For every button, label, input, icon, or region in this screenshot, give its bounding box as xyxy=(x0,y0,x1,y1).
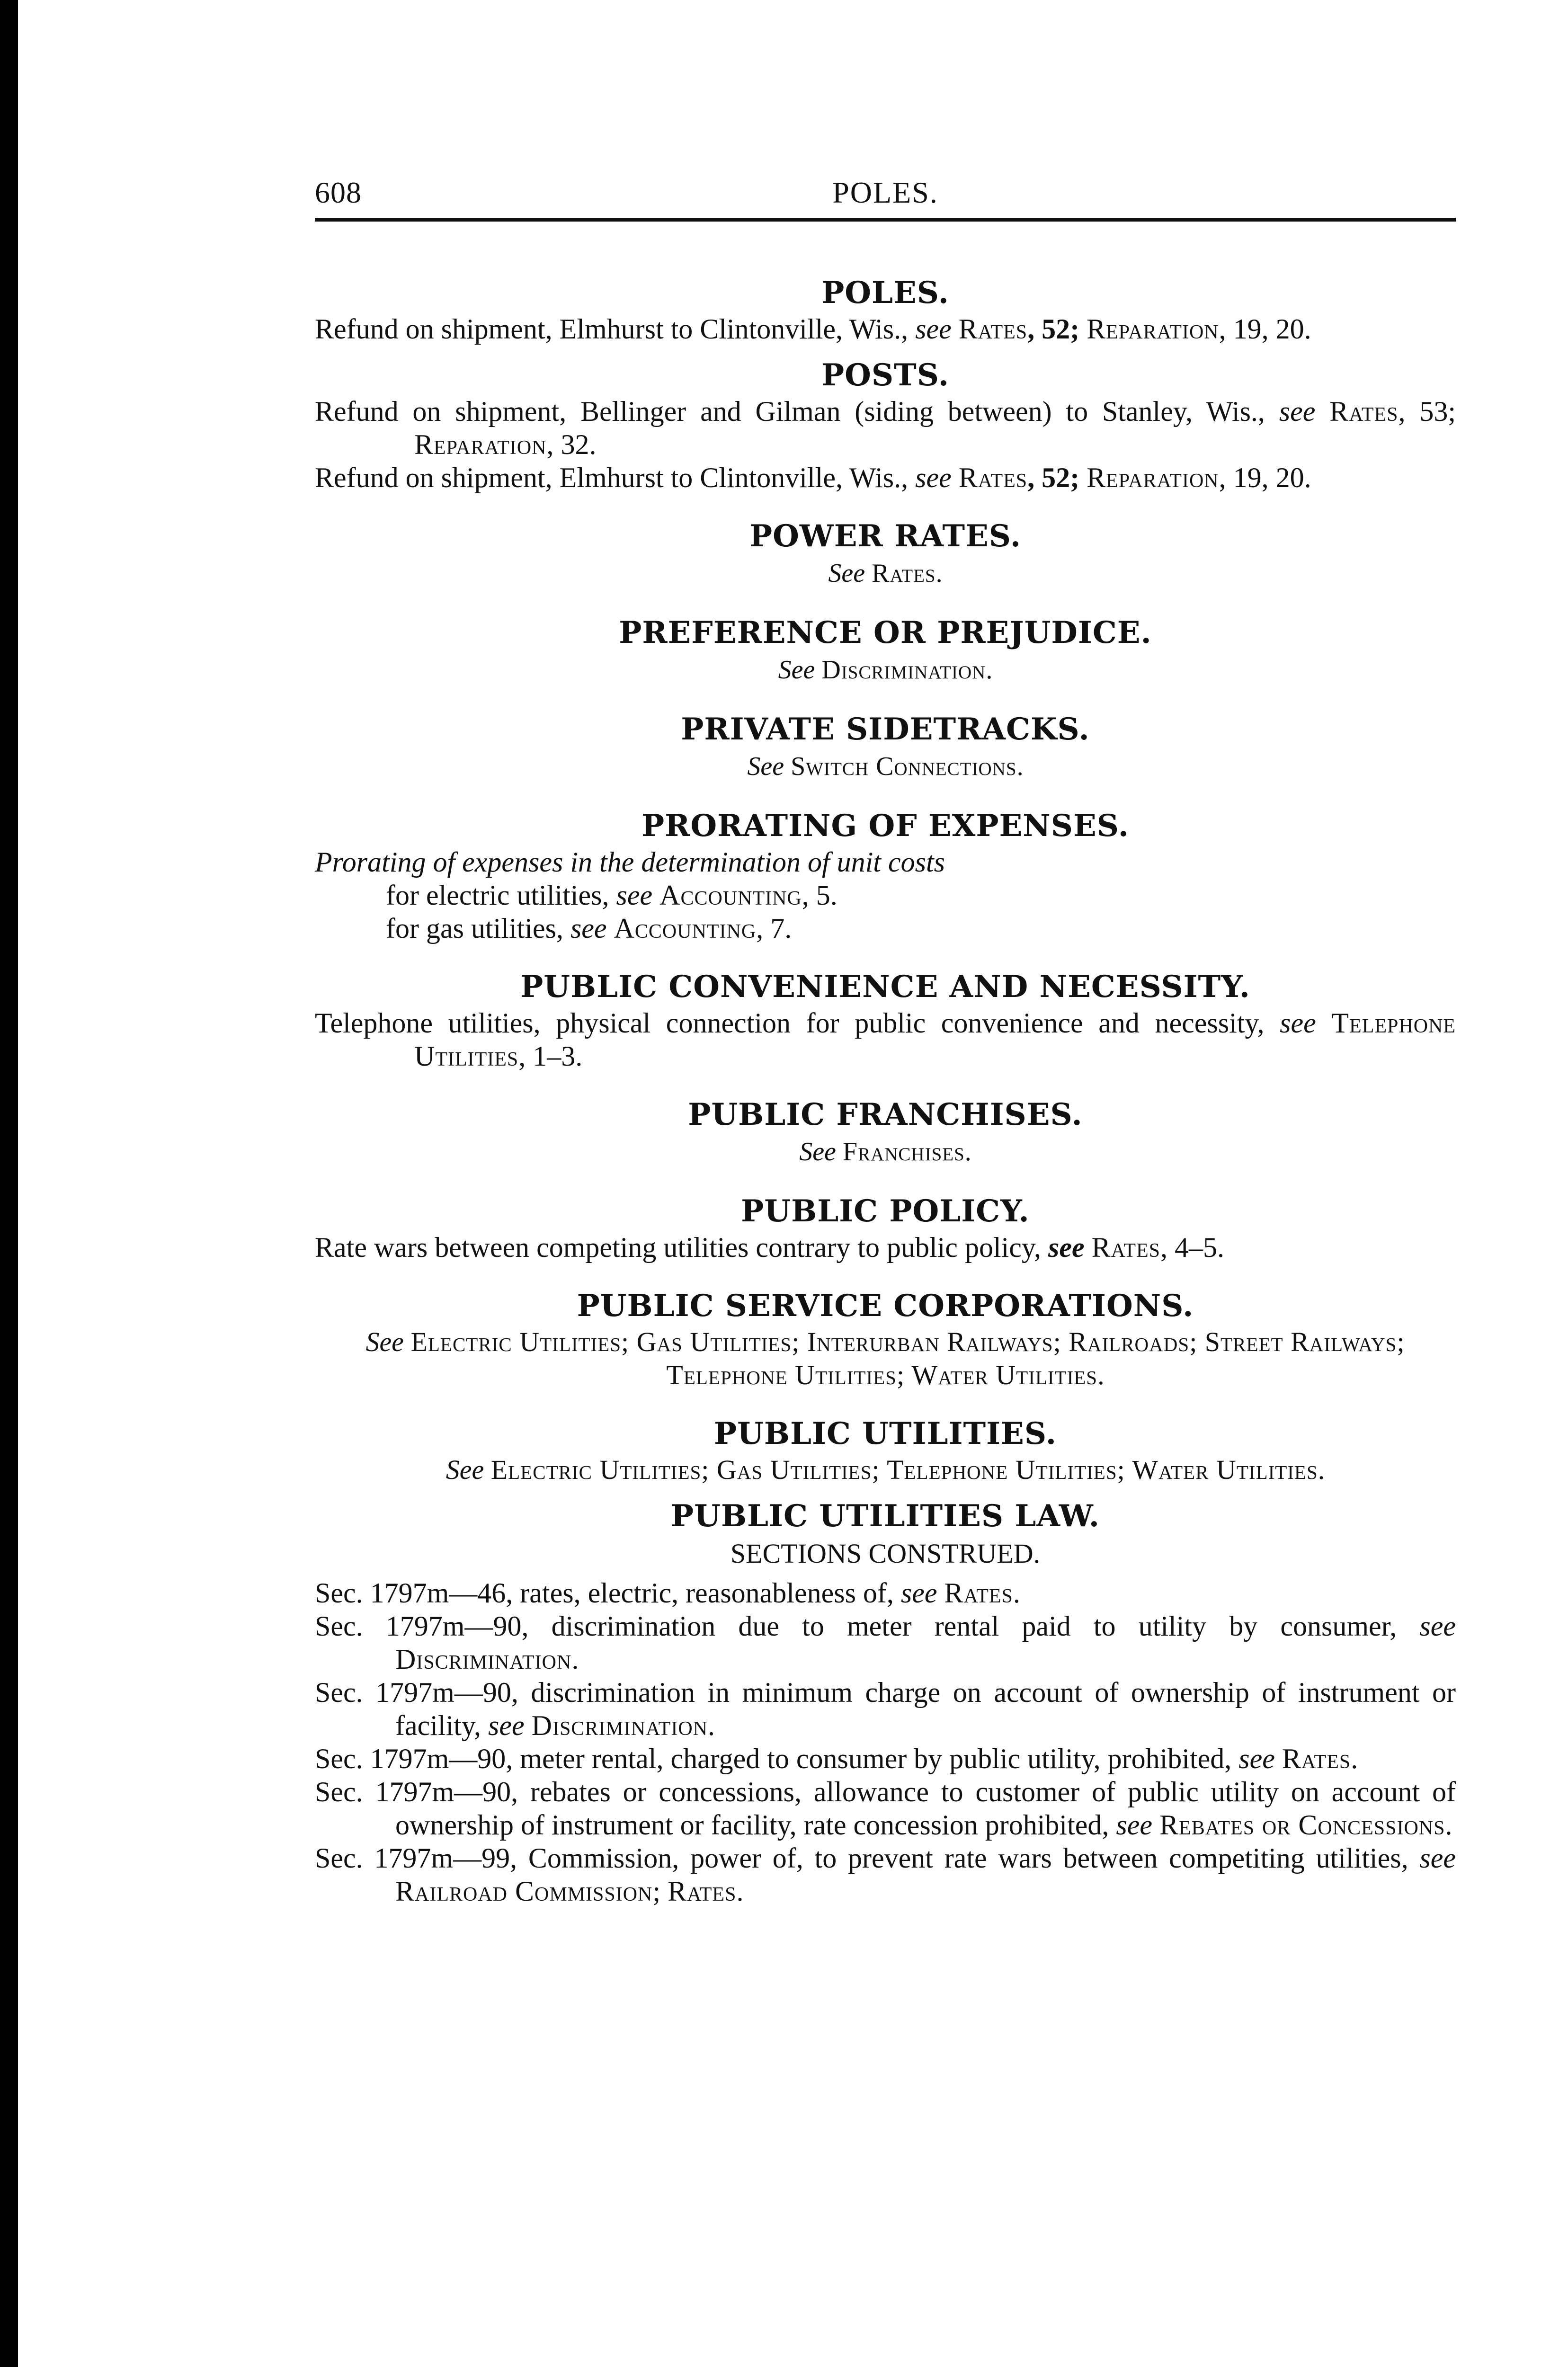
section-policy xyxy=(315,1192,1456,1264)
page-number: 608 xyxy=(315,176,362,209)
section-sidetracks xyxy=(315,710,1456,784)
section-posts xyxy=(315,356,1456,494)
page xyxy=(315,166,1456,1908)
heading-preference: PREFERENCE OR PREJUDICE. xyxy=(619,615,1152,650)
law-entry: Sec. 1797m—99, Commission, power of, to prevent rate wars between competiting utilities, see Railroad Commission; Rates. xyxy=(315,1842,1456,1907)
entry-posts-refund-1: Refund on shipment, Bellinger and Gilman (siding between) to Stanley, Wis., see Rates, 53; Reparation, 32. xyxy=(315,396,1456,460)
entry-convenience: Telephone utilities, physical connection for public convenience and necessity, see Telephone Utilities, 1–3. xyxy=(315,1007,1456,1072)
see-franchises: See Franchises. xyxy=(799,1137,971,1166)
heading-franchises: PUBLIC FRANCHISES. xyxy=(688,1097,1083,1132)
heading-prorating: PRORATING OF EXPENSES. xyxy=(641,808,1129,844)
heading-convenience: PUBLIC CONVENIENCE AND NECESSITY. xyxy=(520,969,1250,1005)
heading-law: PUBLIC UTILITIES LAW. xyxy=(671,1498,1100,1534)
heading-power-rates: POWER RATES. xyxy=(749,518,1021,554)
section-corporations xyxy=(315,1287,1456,1392)
see-preference: See Discrimination. xyxy=(778,655,993,685)
law-entry: Sec. 1797m—46, rates, electric, reasonableness of, see Rates. xyxy=(315,1577,1020,1609)
scan-edge-left xyxy=(0,0,18,2367)
entry-poles-refund: Refund on shipment, Elmhurst to Clintonville, Wis., see Rates, 52; Reparation, 19, 20. xyxy=(315,313,1311,345)
section-prorating xyxy=(315,807,1456,945)
header-rule xyxy=(315,218,1456,222)
law-entry: Sec. 1797m—90, discrimination due to meter rental paid to utility by consumer, see Discrimination. xyxy=(315,1611,1456,1675)
entry-posts-refund-2: Refund on shipment, Elmhurst to Clintonville, Wis., see Rates, 52; Reparation, 19, 20. xyxy=(315,462,1311,493)
section-franchises xyxy=(315,1095,1456,1169)
section-utilities xyxy=(315,1415,1456,1486)
law-entry: Sec. 1797m—90, discrimination in minimum charge on account of ownership of instrument or facility, see Discrimination. xyxy=(315,1677,1456,1741)
see-utilities: See Electric Utilities; Gas Utilities; Telephone Utilities; Water Utilities. xyxy=(445,1454,1325,1485)
section-preference xyxy=(315,614,1456,687)
heading-policy: PUBLIC POLICY. xyxy=(741,1193,1030,1229)
heading-posts: POSTS. xyxy=(821,357,949,393)
ref-rates: Rates xyxy=(958,313,1028,345)
heading-utilities: PUBLIC UTILITIES. xyxy=(713,1416,1057,1451)
prorating-lead: Prorating of expenses in the determination of unit costs xyxy=(315,846,945,878)
running-title: POLES. xyxy=(832,176,938,209)
section-power-rates xyxy=(315,517,1456,591)
see-power-rates: See Rates. xyxy=(828,559,943,588)
section-convenience xyxy=(315,968,1456,1073)
law-entry: Sec. 1797m—90, rebates or concessions, allowance to customer of public utility on account of ownership of instrument or facility, rate concession prohibited, see Rebates or Concessions. xyxy=(315,1776,1456,1841)
ref-reparation: Reparation xyxy=(1087,313,1219,345)
subheading-sections-construed: SECTIONS CONSTRUED. xyxy=(730,1538,1041,1569)
law-entry: Sec. 1797m—90, meter rental, charged to consumer by public utility, prohibited, see Rates. xyxy=(315,1743,1358,1774)
section-poles xyxy=(315,274,1456,346)
heading-poles: POLES. xyxy=(821,275,949,311)
heading-sidetracks: PRIVATE SIDETRACKS. xyxy=(681,712,1090,747)
prorating-electric: for electric utilities, see Accounting, 5. xyxy=(386,880,837,911)
running-head xyxy=(315,166,1456,218)
see-corporations: See Electric Utilities; Gas Utilities; Interurban Railways; Railroads; Street Railways; Telephone Utilities; Water Utilities. xyxy=(365,1326,1405,1390)
see-sidetracks: See Switch Connections. xyxy=(747,752,1024,781)
prorating-gas: for gas utilities, see Accounting, 7. xyxy=(386,913,792,944)
heading-corporations: PUBLIC SERVICE CORPORATIONS. xyxy=(577,1288,1194,1324)
entry-policy: Rate wars between competing utilities contrary to public policy, see Rates, 4–5. xyxy=(315,1232,1225,1263)
section-law xyxy=(315,1497,1456,1908)
